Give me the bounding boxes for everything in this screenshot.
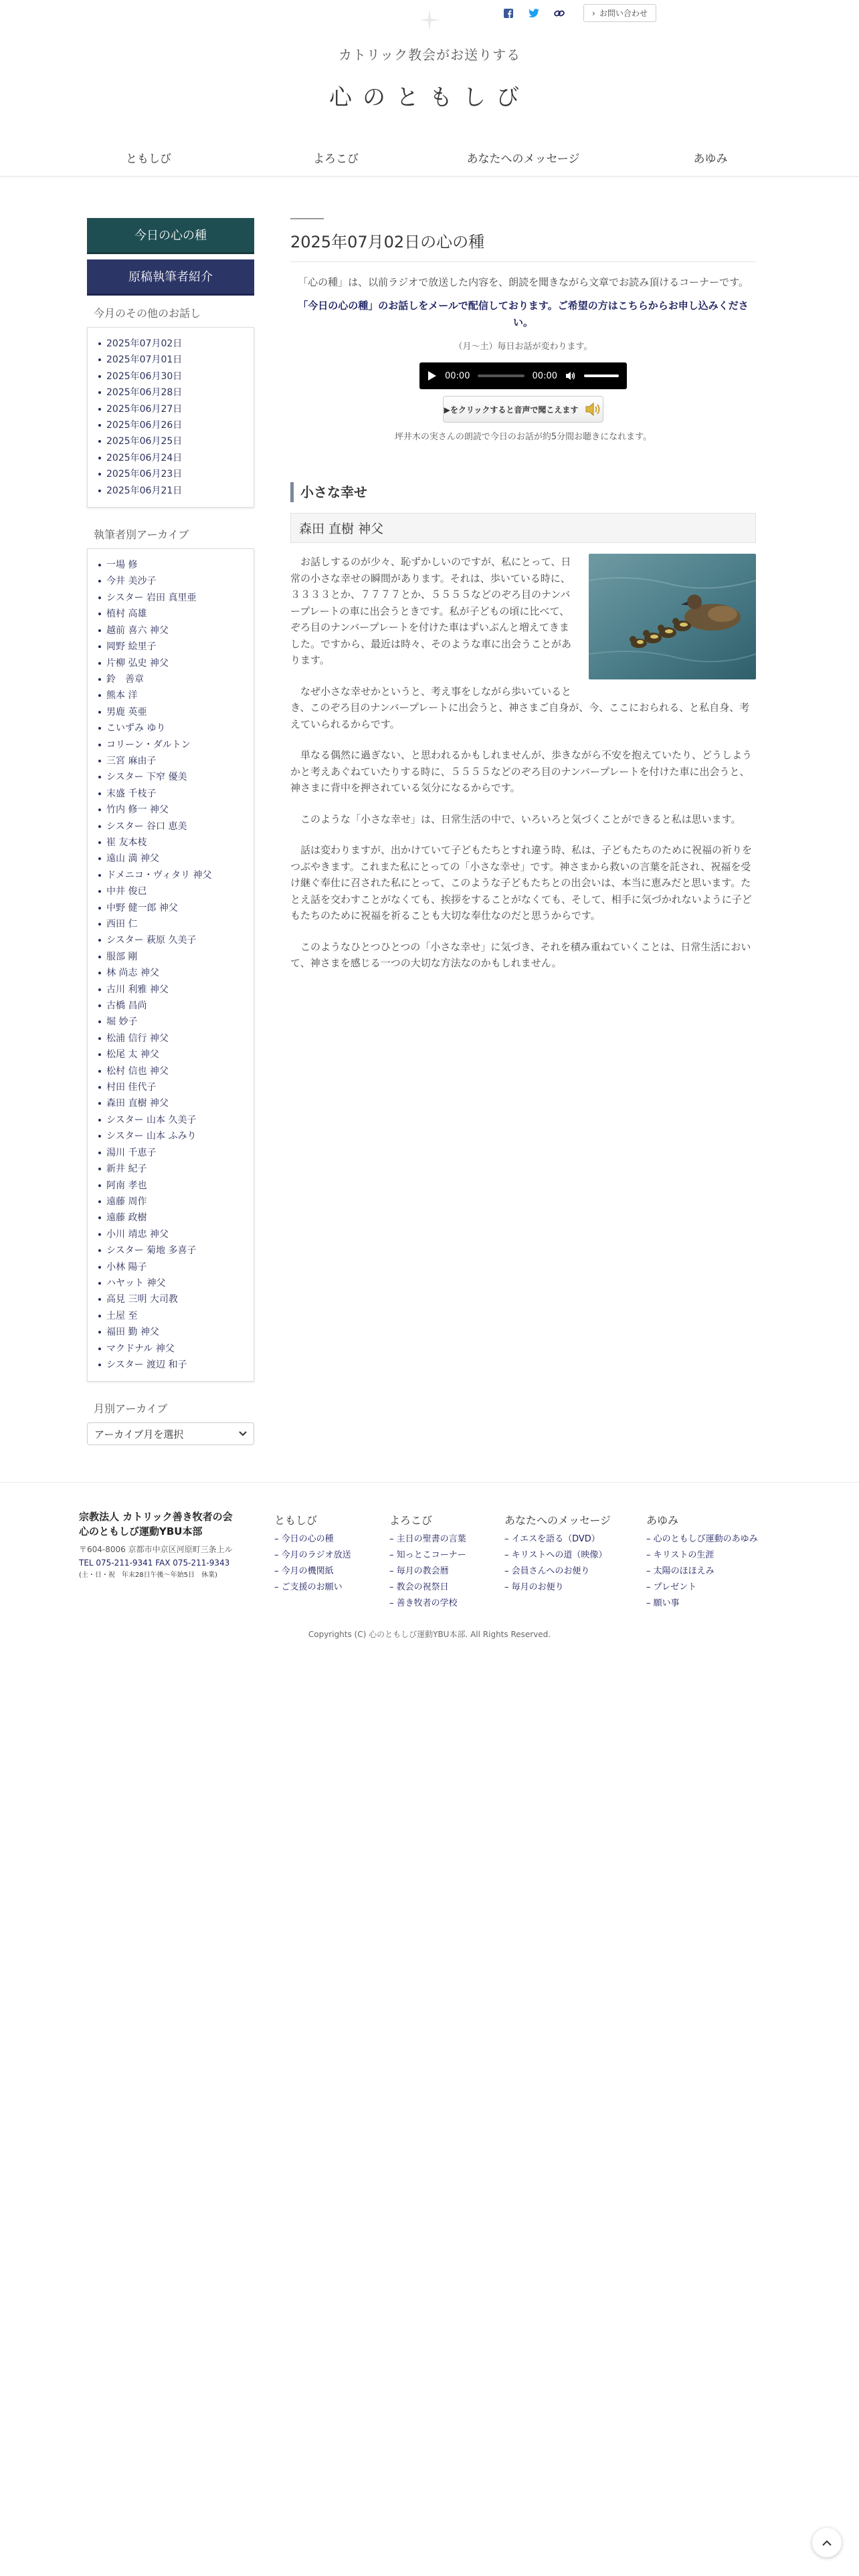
author-archive-link[interactable]: 片柳 弘史 神父 [94, 655, 247, 671]
author-archive-link[interactable]: 中井 俊已 [94, 883, 247, 899]
author-archive-link[interactable]: 熊本 洋 [94, 687, 247, 704]
footer-link-label: 太陽のほほえみ [653, 1566, 714, 1576]
footer-link-dash: – [274, 1550, 282, 1560]
author-archive-link[interactable]: 男鹿 英亜 [94, 704, 247, 720]
recent-post-link[interactable]: 2025年06月25日 [94, 433, 247, 449]
volume-icon[interactable] [565, 371, 576, 381]
author-archive-link[interactable]: 阿南 孝也 [94, 1178, 247, 1194]
footer-link-dash: – [274, 1582, 282, 1592]
archive-month-select[interactable] [87, 1422, 254, 1445]
footer-organization [79, 1509, 260, 1582]
main-content [290, 218, 756, 986]
author-archive-link[interactable]: 福田 勤 神父 [94, 1324, 247, 1340]
volume-slider[interactable] [584, 374, 619, 377]
recent-post-link[interactable]: 2025年06月23日 [94, 466, 247, 482]
recent-post-link[interactable]: 2025年06月30日 [94, 368, 247, 385]
footer-link-dash: – [274, 1566, 282, 1576]
author-archive-link[interactable]: シスター 下窄 優美 [94, 769, 247, 785]
footer-link[interactable] [389, 1564, 466, 1580]
nav-item-ayumi[interactable]: あゆみ [693, 152, 728, 166]
author-archive-link[interactable]: 遠山 満 神父 [94, 851, 247, 867]
org-address: 〒604-8006 京都市中京区河原町三条上ル [79, 1545, 233, 1554]
article-paragraph: なぜ小さな幸せかというと、考え事をしながら歩いているとき、このぞろ目のナンバープレートに出会うと、神さまご自身が、今、ここにおられる、と私自身、考えていられるからです。 [290, 685, 750, 730]
footer-col-tomoshibi [274, 1512, 351, 1596]
author-archive-link[interactable]: 森田 直樹 神父 [94, 1095, 247, 1111]
contact-label: お問い合わせ [599, 9, 648, 18]
footer-link-label: 今日の心の種 [281, 1534, 334, 1544]
chevron-up-icon [822, 2540, 832, 2546]
nav-item-tomoshibi[interactable]: ともしび [126, 152, 171, 166]
recent-post-link[interactable]: 2025年07月02日 [94, 336, 247, 352]
author-archive-link[interactable]: 三宮 麻由子 [94, 753, 247, 769]
site-tagline: カトリック教会がお送りする [338, 47, 521, 63]
footer-link-label: ご支援のお願い [281, 1582, 343, 1592]
footer-link[interactable] [274, 1580, 351, 1596]
article-subtitle: 小さな幸せ [290, 482, 756, 502]
author-archive-link[interactable]: マクドナル 神父 [94, 1341, 247, 1357]
today-seed-button[interactable]: 今日の心の種 [87, 218, 254, 254]
footer-link-dash: – [646, 1598, 654, 1608]
author-archive-link[interactable]: 西田 仁 [94, 916, 247, 932]
footer-link-dash: – [389, 1582, 397, 1592]
footer-link[interactable] [504, 1564, 611, 1580]
recent-post-link[interactable]: 2025年06月28日 [94, 385, 247, 401]
footer-link-dash: – [389, 1566, 397, 1576]
author-archive-link[interactable]: 小川 靖忠 神父 [94, 1226, 247, 1243]
footer-link-dash: – [504, 1566, 512, 1576]
footer-link[interactable] [646, 1547, 758, 1564]
footer-link-label: 心のともしび運動のあゆみ [653, 1534, 758, 1544]
author-archive-link[interactable]: 林 尚志 神父 [94, 965, 247, 981]
footer-link-dash: – [504, 1534, 512, 1544]
footer-link[interactable] [504, 1531, 611, 1547]
author-archive-link[interactable]: 湯川 千恵子 [94, 1145, 247, 1161]
contact-button[interactable] [583, 4, 656, 22]
footer-link-label: 願い事 [653, 1598, 680, 1608]
footer-link-label: プレゼント [653, 1582, 697, 1592]
authors-heading: 執筆者別アーカイブ [94, 528, 189, 542]
footer-link[interactable] [389, 1531, 466, 1547]
author-archive-link[interactable]: シスター 岩田 真里亜 [94, 590, 247, 606]
footer-link-dash: – [274, 1534, 282, 1544]
footer-link-dash: – [646, 1582, 654, 1592]
ducks-photo [589, 554, 756, 679]
footer-link[interactable] [389, 1596, 466, 1612]
author-archive-link[interactable]: 崔 友本枝 [94, 835, 247, 851]
footer-link[interactable] [646, 1580, 758, 1596]
footer-link-label: キリストへの道（映像） [511, 1550, 607, 1560]
player-current-time: 00:00 [445, 370, 470, 381]
author-archive-link[interactable]: 小林 陽子 [94, 1259, 247, 1275]
authors-list-box [87, 548, 254, 1382]
sparkle-logo-icon [419, 9, 440, 31]
recent-post-link[interactable]: 2025年06月24日 [94, 450, 247, 466]
footer-link[interactable] [274, 1547, 351, 1564]
author-archive-link[interactable]: 服部 剛 [94, 949, 247, 965]
author-archive-link[interactable]: 村田 佳代子 [94, 1079, 247, 1095]
footer-link-dash: – [389, 1550, 397, 1560]
nav-item-message[interactable]: あなたへのメッセージ [466, 152, 580, 166]
footer-link[interactable] [389, 1580, 466, 1596]
org-hours: (土・日・祝 年末28日午後〜年始5日 休業) [79, 1572, 217, 1579]
player-progress-bar[interactable] [478, 374, 524, 377]
link-icon[interactable] [554, 8, 565, 19]
author-archive-link[interactable]: 土屋 至 [94, 1308, 247, 1324]
writers-button[interactable]: 原稿執筆者紹介 [87, 259, 254, 296]
copyright: Copyrights (C) 心のともしび運動YBU本部. All Rights Reserved. [308, 1630, 551, 1639]
speaker-note: 坪井木の実さんの朗読で今日のお話が約5分間お聴きになれます。 [394, 432, 652, 442]
footer-link[interactable] [646, 1531, 758, 1547]
audio-player [419, 362, 627, 389]
author-archive-link[interactable]: シスター 萩原 久美子 [94, 932, 247, 948]
footer-link-label: 主日の聖書の言葉 [396, 1534, 466, 1544]
footer-link-dash: – [504, 1550, 512, 1560]
top-social-bar [503, 4, 656, 22]
author-archive-link[interactable]: コリーン・ダルトン [94, 737, 247, 753]
daily-note: （月〜土）毎日お話が変わります。 [454, 342, 593, 352]
footer-col-message [504, 1512, 611, 1596]
article-paragraph: 単なる偶然に過ぎない、と思われるかもしれませんが、歩きながら不安を抱えていたり、どうしようかと考えあぐねていたりする時に、５５５５などのぞろ目のナンバープレートを付けた車に出会うと、神さまに背中を押されている気分になるからです。 [290, 749, 753, 794]
author-archive-link[interactable]: シスター 渡辺 和子 [94, 1357, 247, 1373]
mail-signup-link[interactable]: 「今日の心の種」のお話しをメールで配信しております。ご希望の方はこちらからお申し込みください。 [298, 300, 749, 328]
post-title: 2025年07月02日の心の種 [290, 229, 756, 262]
footer-col-yorokobi [389, 1512, 466, 1612]
author-archive-link[interactable]: 植村 高雄 [94, 606, 247, 622]
article-paragraph: このような「小さな幸せ」は、日常生活の中で、いろいろと気づくことができると私は思います。 [300, 813, 741, 825]
global-nav [0, 146, 859, 177]
author-archive-link[interactable]: こいずみ ゆり [94, 720, 247, 736]
recent-post-link[interactable]: 2025年06月27日 [94, 401, 247, 417]
play-icon[interactable] [427, 370, 437, 381]
org-tel: TEL 075-211-9341 FAX 075-211-9343 [79, 1558, 230, 1568]
twitter-icon[interactable] [529, 8, 539, 19]
footer-link-label: 毎月のお便り [511, 1582, 564, 1592]
author-archive-link[interactable]: 松村 信也 神父 [94, 1063, 247, 1079]
recent-post-link[interactable]: 2025年06月21日 [94, 483, 247, 499]
footer-link[interactable] [504, 1547, 611, 1564]
author-archive-link[interactable]: シスター 山本 久美子 [94, 1112, 247, 1128]
site-footer [0, 1482, 859, 1656]
article-paragraph: お話しするのが少々、恥ずかしいのですが、私にとって、日常の小さな幸せの瞬間があります。それは、歩いている時に、３３３３とか、７７７７とか、５５５５などのぞろ目のナンバープレートの車に出会うときです。私が子どもの頃に比べて、ぞろ目のナンバープレートを付けた車はずいぶんと増えてきました。ですから、最近は時々、そのような車に出会うことがあります。 [290, 556, 572, 666]
footer-link-label: キリストの生涯 [653, 1550, 714, 1560]
author-archive-link[interactable]: 鈴 善章 [94, 671, 247, 687]
author-archive-link[interactable]: 松尾 太 神父 [94, 1047, 247, 1063]
footer-link-label: 毎月の教会暦 [396, 1566, 449, 1576]
author-archive-link[interactable]: 岡野 絵里子 [94, 639, 247, 655]
footer-link-dash: – [389, 1534, 397, 1544]
footer-link[interactable] [389, 1547, 466, 1564]
article-paragraph: このようなひとつひとつの「小さな幸せ」に気づき、それを積み重ねていくことは、日常生活において、神さまを感じる一つの大切な方法なのかもしれません。 [290, 940, 751, 969]
footer-link-label: 会員さんへのお便り [511, 1566, 590, 1576]
player-total-time: 00:00 [532, 370, 557, 381]
footer-link[interactable] [646, 1596, 758, 1612]
author-archive-link[interactable]: 中野 健一郎 神父 [94, 900, 247, 916]
author-archive-link[interactable]: 竹内 修一 神父 [94, 802, 247, 818]
site-title[interactable]: 心のともしび [329, 84, 530, 111]
author-archive-link[interactable]: シスター 山本 ふみり [94, 1128, 247, 1144]
footer-link-label: 知っとこコーナー [396, 1550, 466, 1560]
author-archive-link[interactable]: 松浦 信行 神父 [94, 1031, 247, 1047]
author-archive-link[interactable]: 遠藤 周作 [94, 1194, 247, 1210]
footer-link-label: 善き牧者の学校 [396, 1598, 458, 1608]
author-archive-link[interactable]: 遠藤 政樹 [94, 1210, 247, 1226]
recent-post-link[interactable]: 2025年07月01日 [94, 352, 247, 368]
footer-link[interactable] [274, 1531, 351, 1547]
footer-link[interactable] [504, 1580, 611, 1596]
author-archive-link[interactable]: シスター 菊地 多喜子 [94, 1243, 247, 1259]
org-branch: 心のともしび運動YBU本部 [79, 1525, 203, 1537]
speaker-icon [585, 402, 602, 417]
author-archive-link[interactable]: 新井 紀子 [94, 1161, 247, 1177]
footer-link-dash: – [389, 1598, 397, 1608]
listen-audio-button[interactable] [443, 396, 603, 423]
footer-link-dash: – [646, 1534, 654, 1544]
footer-link-dash: – [646, 1550, 654, 1560]
footer-col-heading: あなたへのメッセージ [504, 1514, 611, 1527]
author-archive-link[interactable]: ドメニコ・ヴィタリ 神父 [94, 867, 247, 883]
footer-link-label: 今月の機関紙 [281, 1566, 334, 1576]
facebook-icon[interactable] [503, 8, 514, 19]
footer-col-heading: ともしび [274, 1514, 318, 1527]
author-archive-link[interactable]: 一場 修 [94, 557, 247, 573]
archive-select-value: アーカイブ月を選択 [94, 1428, 184, 1440]
footer-link-label: イエスを語る（DVD） [511, 1534, 600, 1544]
sidebar [87, 218, 254, 1445]
author-archive-link[interactable]: シスター 谷口 恵美 [94, 819, 247, 835]
author-archive-link[interactable]: 末盛 千枝子 [94, 786, 247, 802]
footer-link-dash: – [646, 1566, 654, 1576]
title-rule [290, 218, 324, 219]
footer-col-heading: あゆみ [646, 1514, 679, 1527]
footer-col-heading: よろこび [389, 1514, 433, 1527]
author-archive-link[interactable]: 堀 妙子 [94, 1014, 247, 1030]
nav-item-yorokobi[interactable]: よろこび [313, 152, 359, 166]
footer-link[interactable] [646, 1564, 758, 1580]
chevron-right-icon: › [592, 8, 595, 18]
intro-text: 「心の種」は、以前ラジオで放送した内容を、朗読を聞きながら文章でお読み頂けるコーナーです。 [298, 276, 749, 288]
footer-link-label: 今月のラジオ放送 [281, 1550, 351, 1560]
author-archive-link[interactable]: 古川 利雅 神父 [94, 982, 247, 998]
footer-link-label: 教会の祝祭日 [396, 1582, 449, 1592]
article-paragraph: 話は変わりますが、出かけていて子どもたちとすれ違う時、私は、子どもたちのために祝福の祈りをつぶやきます。これまた私にとっての「小さな幸せ」です。神さまから救いの言葉を託され、祝福を受け継ぐ奉仕に召された私にとって、このような子どもたちとの出会いは、本当に恵みだと思います。たとえ話を交わすことがなくても、挨拶をすることがなくても、そして、相手に気づかれないように子どもたちのために祝福を祈ることも大切な奉仕なのだと思うからです。 [290, 844, 753, 922]
chevron-down-icon [239, 1431, 247, 1436]
author-archive-link[interactable]: 今井 美沙子 [94, 573, 247, 589]
article-author: 森田 直樹 神父 [290, 513, 756, 543]
author-archive-link[interactable]: 古橋 昌尚 [94, 998, 247, 1014]
recent-list [94, 336, 247, 499]
author-archive-link[interactable]: 高見 三明 大司教 [94, 1291, 247, 1307]
footer-link[interactable] [274, 1564, 351, 1580]
footer-link-dash: – [504, 1582, 512, 1592]
author-archive-link[interactable]: 越前 喜六 神父 [94, 623, 247, 639]
recent-list-box [87, 327, 254, 508]
footer-col-ayumi [646, 1512, 758, 1612]
recent-heading: 今月のその他のお話し [94, 307, 201, 320]
org-name: 宗教法人 カトリック善き牧者の会 [79, 1511, 233, 1523]
author-archive-link[interactable]: ハヤット 神父 [94, 1275, 247, 1291]
back-to-top-button[interactable] [812, 2528, 842, 2557]
listen-button-label: ▶をクリックすると音声で聞こえます [444, 405, 579, 415]
recent-post-link[interactable]: 2025年06月26日 [94, 417, 247, 433]
monthly-archive-heading: 月別アーカイブ [94, 1402, 168, 1416]
authors-list [94, 557, 247, 1373]
